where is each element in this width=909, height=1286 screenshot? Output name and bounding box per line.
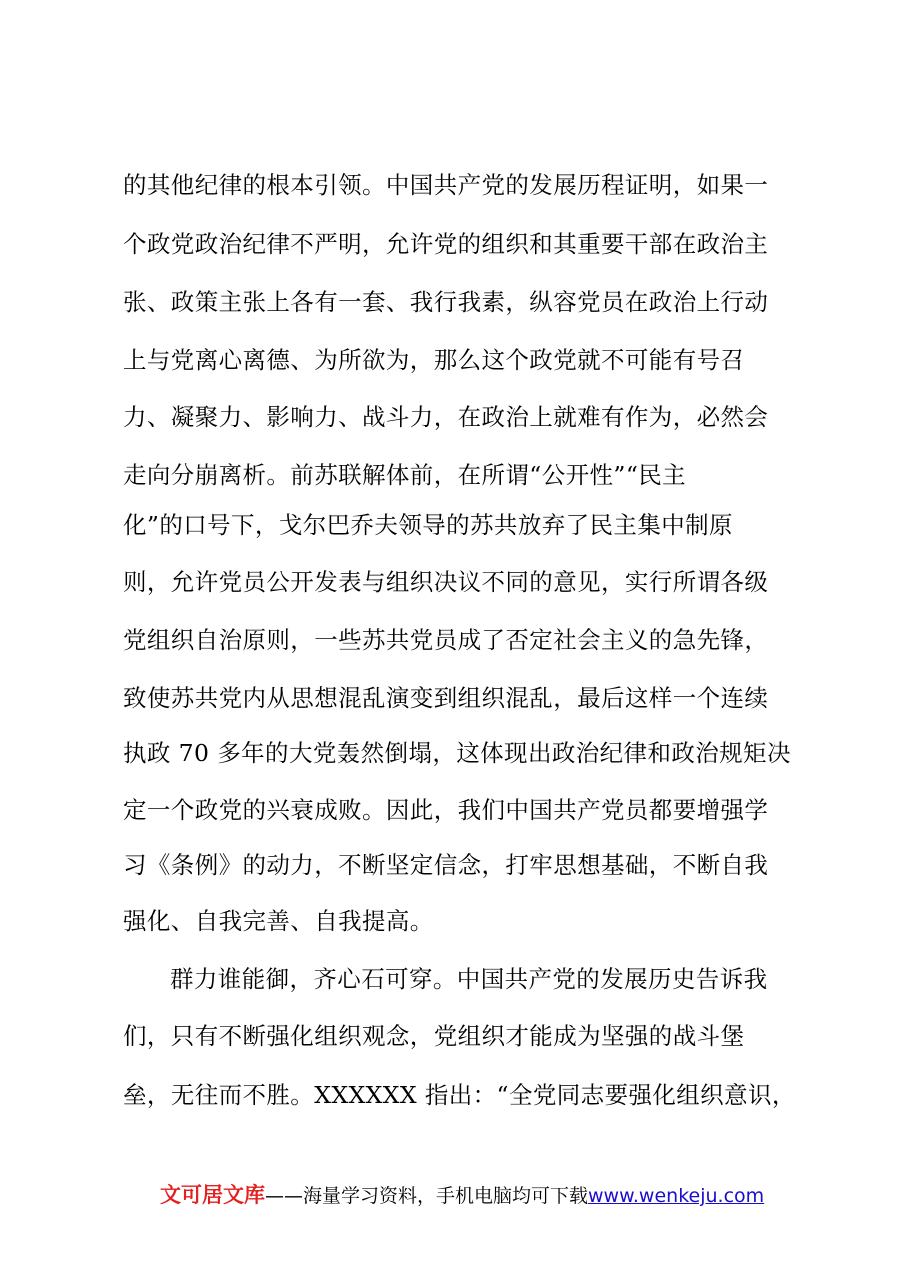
text-line: 定一个政党的兴衰成败。因此，我们中国共产党员都要增强学 <box>123 796 769 824</box>
text-line: 上与党离心离德、为所欲为，那么这个政党就不可能有号召 <box>123 346 745 374</box>
text-line: 习《条例》的动力，不断坚定信念，打牢思想基础，不断自我 <box>123 851 769 879</box>
footer-site-link[interactable]: www.wenkeju.com <box>588 1185 765 1207</box>
page-footer <box>160 1182 764 1209</box>
text-line: 力、凝聚力、影响力、战斗力，在政治上就难有作为，必然会 <box>123 403 769 431</box>
text-line: 个政党政治纪律不严明，允许党的组织和其重要干部在政治主 <box>123 230 769 258</box>
text-line: 则，允许党员公开发表与组织决议不同的意见，实行所谓各级 <box>123 568 769 596</box>
text-line: 的其他纪律的根本引领。中国共产党的发展历程证明，如果一 <box>123 171 769 199</box>
text-line: 致使苏共党内从思想混乱演变到组织混乱，最后这样一个连续 <box>123 684 769 712</box>
text-line: 化”的口号下，戈尔巴乔夫领导的苏共放弃了民主集中制原 <box>123 511 733 539</box>
text-line: 张、政策主张上各有一套、我行我素，纵容党员在政治上行动 <box>123 288 769 316</box>
text-line: 们，只有不断强化组织观念，党组织才能成为坚强的战斗堡 <box>123 1022 745 1050</box>
text-line: 执政 70 多年的大党轰然倒塌，这体现出政治纪律和政治规矩决 <box>123 739 791 767</box>
footer-tagline: ——海量学习资料，手机电脑均可下载 <box>265 1185 589 1207</box>
text-line: 垒，无往而不胜。XXXXXX 指出：“全党同志要强化组织意识， <box>123 1081 796 1109</box>
text-line: 党组织自治原则，一些苏共党员成了否定社会主义的急先锋， <box>123 626 769 654</box>
text-line: 强化、自我完善、自我提高。 <box>123 907 434 935</box>
paragraph-first-line: 群力谁能御，齐心石可穿。中国共产党的发展历史告诉我 <box>170 965 768 993</box>
text-line: 走向分崩离析。前苏联解体前，在所谓“公开性”“民主 <box>123 461 687 489</box>
footer-brand: 文可居文库 <box>160 1183 265 1207</box>
